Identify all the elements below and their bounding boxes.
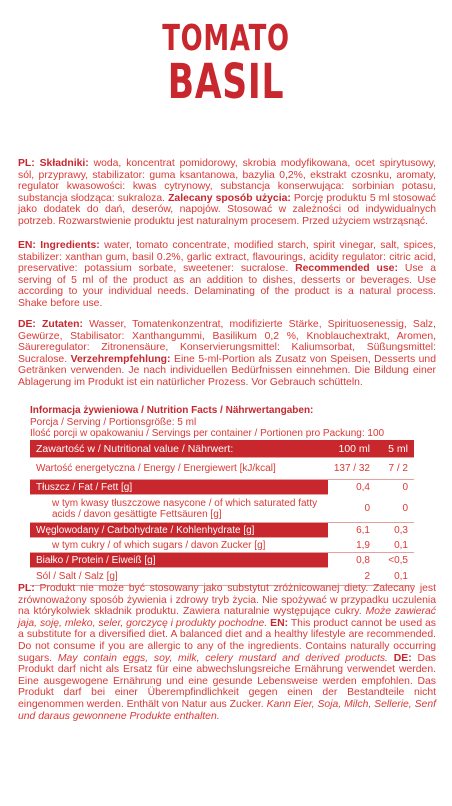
pl-usage-text: Porcję produktu 5 ml stosować jako dodatek do dań, deserów, napojów. Stosować w zależności od indywidualnych potrzeb. Rozwarstwienie produktu jest naturalnym procesem. Przed użyciem wstrząsnąć. bbox=[18, 192, 437, 227]
de-usage-label: Verzehrempfehlung: bbox=[70, 353, 171, 365]
footer-en-allergens: May contain eggs, soy, milk, celery mustard and derived products. bbox=[57, 652, 388, 664]
table-row: w tym cukry / of which sugars / davon Zucker [g] 1,9 0,1 bbox=[30, 538, 414, 553]
table-row: Tłuszcz / Fat / Fett [g] 0,4 0 bbox=[30, 480, 414, 495]
en-usage-text: Use a serving of 5 ml of the product as an addition to dishes, desserts or beverages. Use according to your individual needs. Delaminating of the product is a natural process. Shake before use. bbox=[18, 263, 436, 309]
polish-description bbox=[18, 158, 436, 228]
footer-en-text: This product cannot be used as a substitute for a diversified diet. A balanced diet and a healthy lifestyle are recommended. Do not consume if you are allergic to any of the ingredients. Contains naturally occurring sugars. bbox=[18, 617, 437, 664]
footer-pl-allergens: Może zawierać jaja, soję, mleko, seler, gorczycę i produkty pochodne. bbox=[18, 606, 436, 629]
footer-pl-lang: PL: bbox=[18, 583, 35, 594]
de-ingredients-text: Wasser, Tomatenkonzentrat, modifizierte Stärke, Spirituosenessig, Salz, Gewürze, Stabilisator: Xanthangummi, Basilikum 0,2 %, Knoblauchextrakt, Aromen, Säureregulator: Zitronensäure, Konservierungsmittel: Kaliumsorbat, Süßungsmittel: Sucralose. bbox=[18, 319, 436, 365]
pl-ingredients-label: Składniki: bbox=[39, 158, 89, 169]
table-row: Sól / Salt / Salz [g] 2 0,1 bbox=[30, 568, 414, 586]
footer-de-lang: DE: bbox=[393, 652, 412, 664]
warnings-block bbox=[18, 583, 436, 722]
pl-ingredients-text: woda, koncentrat pomidorowy, skrobia modyfikowana, ocet spirytusowy, sól, przyprawy, stabilizator: guma ksantanowa, bazylia 0,2%, ekstrakt czosnku, aromaty, regulator kwasowości: kwas cytrynowy, substancja konserwująca: sorbinian potasu, substancja słodząca: sukraloza. bbox=[18, 158, 437, 204]
footer-de-allergens: Kann Eier, Soja, Milch, Sellerie, Senf und daraus gewonnene Produkte enthalten. bbox=[18, 698, 436, 722]
table-row: w tym kwasy tłuszczowe nasycone / of which saturated fatty acids / davon gesättigte Fettsäuren [g] 0 0 bbox=[30, 495, 414, 523]
header-col-5ml: 5 ml bbox=[388, 442, 408, 455]
table-row: Wartość energetyczna / Energy / Energiewert [kJ/kcal] 137 / 32 7 / 2 bbox=[30, 458, 414, 480]
de-ingredients-label: Zutaten: bbox=[42, 319, 83, 330]
nutrition-table bbox=[30, 440, 414, 586]
english-description bbox=[18, 240, 436, 310]
servings-per-container: Ilość porcji w opakowaniu / Servings per container / Portionen pro Packung: 100 bbox=[30, 428, 385, 439]
en-ingredients-label: Ingredients: bbox=[40, 240, 100, 251]
product-title-line2: BASIL bbox=[167, 54, 285, 110]
nutrition-heading: Informacja żywieniowa / Nutrition Facts / Nährwertangaben: bbox=[30, 405, 314, 416]
serving-size: Porcja / Serving / Portionsgröße: 5 ml bbox=[30, 416, 197, 428]
en-lang-label: EN: bbox=[18, 240, 36, 251]
product-title-line1: TOMATO bbox=[162, 18, 290, 59]
de-usage-text: Eine 5-ml-Portion als Zusatz von Speisen, Desserts und Getränken verwenden. Je nach individuellen Bedürfnissen einnehmen. Die Bildung einer Ablagerung im Produkt ist ein natürlicher Prozess. Vor Gebrauch schütteln. bbox=[18, 353, 436, 388]
de-lang-label: DE: bbox=[18, 319, 36, 330]
en-usage-label: Recommended use: bbox=[295, 263, 398, 275]
en-ingredients-text: water, tomato concentrate, modified starch, spirit vinegar, salt, spices, stabilizer: xanthan gum, basil 0.2%, garlic extract, flavourings, acidity regulator: citric acid, preservative: potassium sorbate, sweetener: sucralose. bbox=[18, 240, 437, 275]
german-description bbox=[18, 319, 436, 389]
nutrition-heading-block bbox=[30, 405, 430, 440]
table-row: Białko / Protein / Eiweiß [g] 0,8 <0,5 bbox=[30, 553, 414, 568]
footer-en-lang: EN: bbox=[270, 617, 289, 629]
header-label: Zawartość w / Nutritional value / Nährwert: bbox=[36, 442, 234, 455]
nutrition-table-header bbox=[30, 440, 414, 458]
footer-de-text: Das Produkt darf nicht als Ersatz für eine abwechslungsreiche Ernährung verwendet werden. Eine ausgewogene Ernährung und eine gesunde Lebensweise werden empfohlen. Das Produkt darf bei einer Überempfindlichkeit gegen einen der Bestandteile nicht eingenommen werden. Enthält von Natur aus Zucker. bbox=[18, 652, 436, 710]
table-row: Węglowodany / Carbohydrate / Kohlenhydrate [g] 6,1 0,3 bbox=[30, 523, 414, 538]
header-col-100ml: 100 ml bbox=[338, 442, 370, 455]
footer-pl-text: Produkt nie może być stosowany jako substytut zróżnicowanej diety. Zalecany jest zrównoważony sposób żywienia i zdrowy tryb życia. Nie spożywać w przypadku uczulenia na którykolwiek składnik produktu. Zawiera naturalnie występujące cukry. bbox=[18, 583, 436, 618]
pl-usage-label: Zalecany sposób użycia: bbox=[168, 192, 291, 204]
pl-lang-label: PL: bbox=[18, 158, 35, 169]
